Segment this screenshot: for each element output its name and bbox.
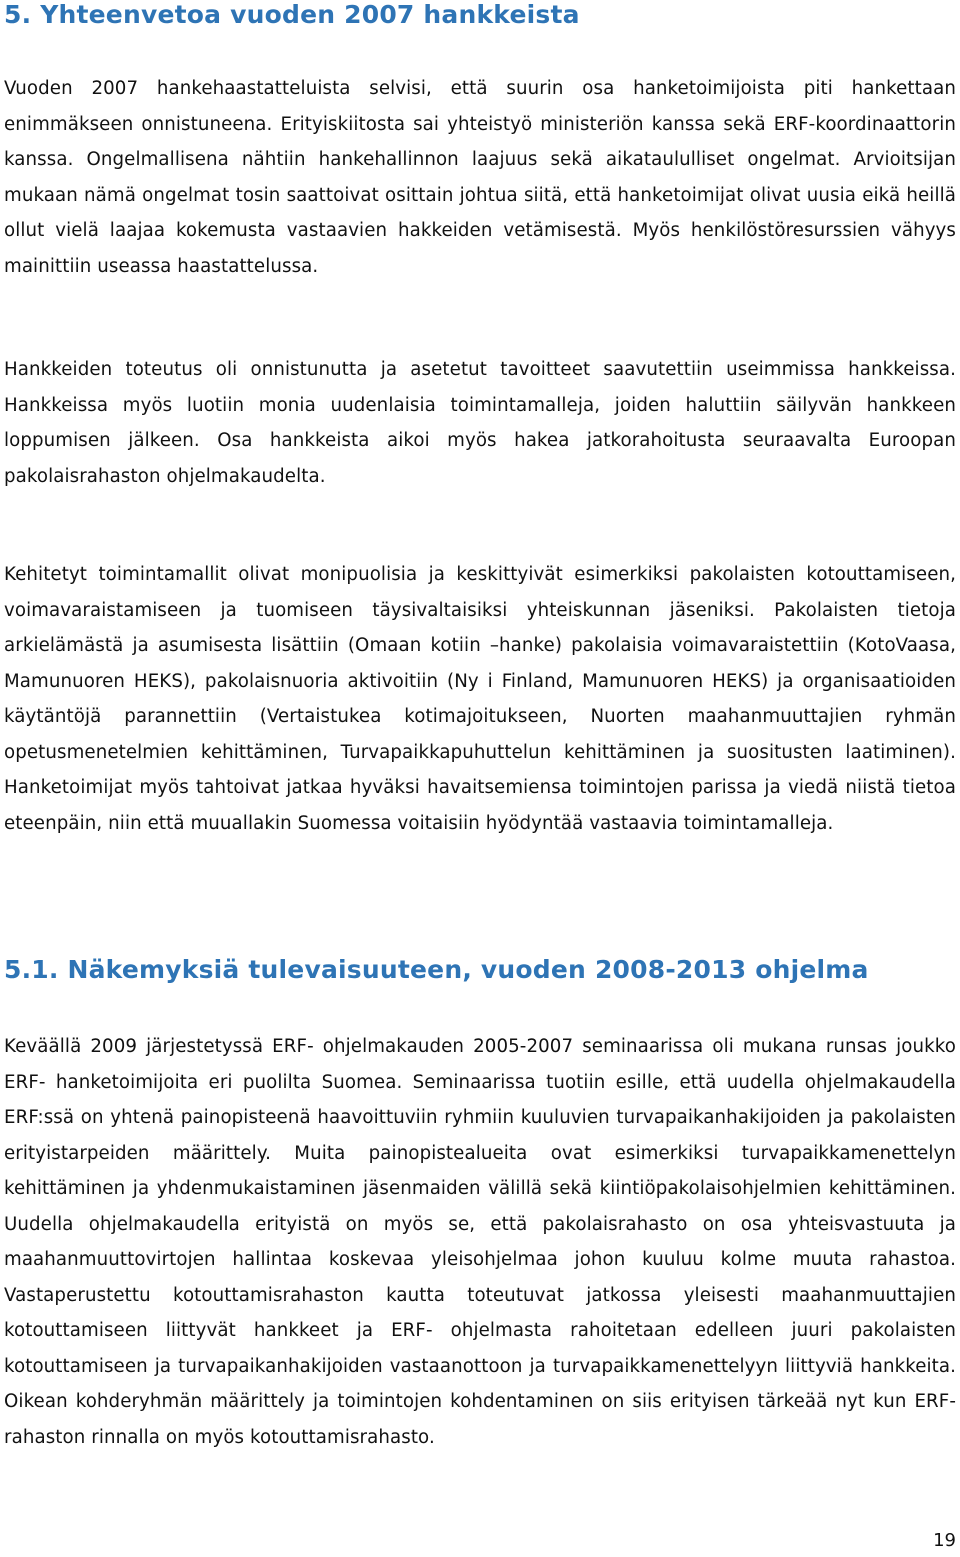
paragraph-implementation: Hankkeiden toteutus oli onnistunutta ja asetetut tavoitteet saavutettiin useimmissa hankkeissa. Hankkeissa myös luotiin monia uudenlaisia toimintamalleja, joiden haluttiin säilyvän hankkeen loppumisen jälkeen. Osa hankkeista aikoi myös hakea jatkorahoitusta seuraavalta Euroopan pakolaisrahaston ohjelmakaudelta. (4, 359, 956, 487)
section-heading: 5. Yhteenvetoa vuoden 2007 hankkeista (4, 0, 580, 29)
paragraph-summary-interviews: Vuoden 2007 hankehaastatteluista selvisi, että suurin osa hanketoimijoista piti hankettaan enimmäkseen onnistuneena. Erityiskiitosta sai yhteistyö ministeriön kanssa sekä ERF-koordinaattorin kanssa. Ongelmallisena nähtiin hankehallinnon laajuus sekä aikataululliset ongelmat. Arvioitsijan mukaan nämä ongelmat tosin saattoivat osittain johtua siitä, että hanketoimijat olivat uusia eikä heillä ollut vielä laajaa kokemusta vastaavien hakkeiden vetämisestä. Myös henkilöstöresurssien vähyys mainittiin useassa haastattelussa. (4, 78, 956, 277)
page-number: 19 (933, 1530, 956, 1551)
paragraph-future-views: Keväällä 2009 järjestetyssä ERF- ohjelmakauden 2005-2007 seminaarissa oli mukana runsas joukko ERF- hanketoimijoita eri puolilta Suomea. Seminaarissa tuotiin esille, että uudella ohjelmakaudella ERF:ssä on yhtenä painopisteenä haavoittuviin ryhmiin kuuluvien turvapaikanhakijoiden ja pakolaisten erityistarpeiden määrittely. Muita painopistealueita ovat esimerkiksi turvapaikkamenettelyn kehittäminen ja yhdenmukaistaminen jäsenmaiden välillä sekä kiintiöpakolaisohjelmien kehittäminen. Uudella ohjelmakaudella erityistä on myös se, että pakolaisrahasto on osa yhteisvastuuta ja maahanmuuttovirtojen hallintaa koskevaa yleisohjelmaa johon kuuluu kolme muuta rahastoa. Vastaperustettu kotouttamisrahaston kautta toteutuvat jatkossa yleisesti maahanmuuttajien kotouttamiseen liittyvät hankkeet ja ERF- ohjelmasta rahoitetaan edelleen juuri pakolaisten kotouttamiseen ja turvapaikanhakijoiden vastaanottoon ja turvapaikkamenettelyyn liittyviä hankkeita. Oikean kohderyhmän määrittely ja toimintojen kohdentaminen on siis erityisen tärkeää nyt kun ERF-rahaston rinnalla on myös kotouttamisrahasto. (4, 1036, 956, 1448)
subsection-heading: 5.1. Näkemyksiä tulevaisuuteen, vuoden 2008-2013 ohjelma (4, 955, 869, 984)
paragraph-operating-models: Kehitetyt toimintamallit olivat monipuolisia ja keskittyivät esimerkiksi pakolaisten kotouttamiseen, voimavaraistamiseen ja tuomiseen täysivaltaisiksi yhteiskunnan jäseniksi. Pakolaisten tietoja arkielämästä ja asumisesta lisättiin (Omaan kotiin –hanke) pakolaisia voimavaraistettiin (KotoVaasa, Mamunuoren HEKS), pakolaisnuoria aktivoitiin (Ny i Finland, Mamunuoren HEKS) ja organisaatioiden käytäntöjä parannettiin (Vertaistukea kotimajoitukseen, Nuorten maahanmuuttajien ryhmän opetusmenetelmien kehittäminen, Turvapaikkapuhuttelun kehittäminen ja suositusten laatiminen). Hanketoimijat myös tahtoivat jatkaa hyväksi havaitsemiensa toimintojen parissa ja viedä niistä tietoa eteenpäin, niin että muuallakin Suomessa voitaisiin hyödyntää vastaavia toimintamalleja. (4, 564, 956, 834)
